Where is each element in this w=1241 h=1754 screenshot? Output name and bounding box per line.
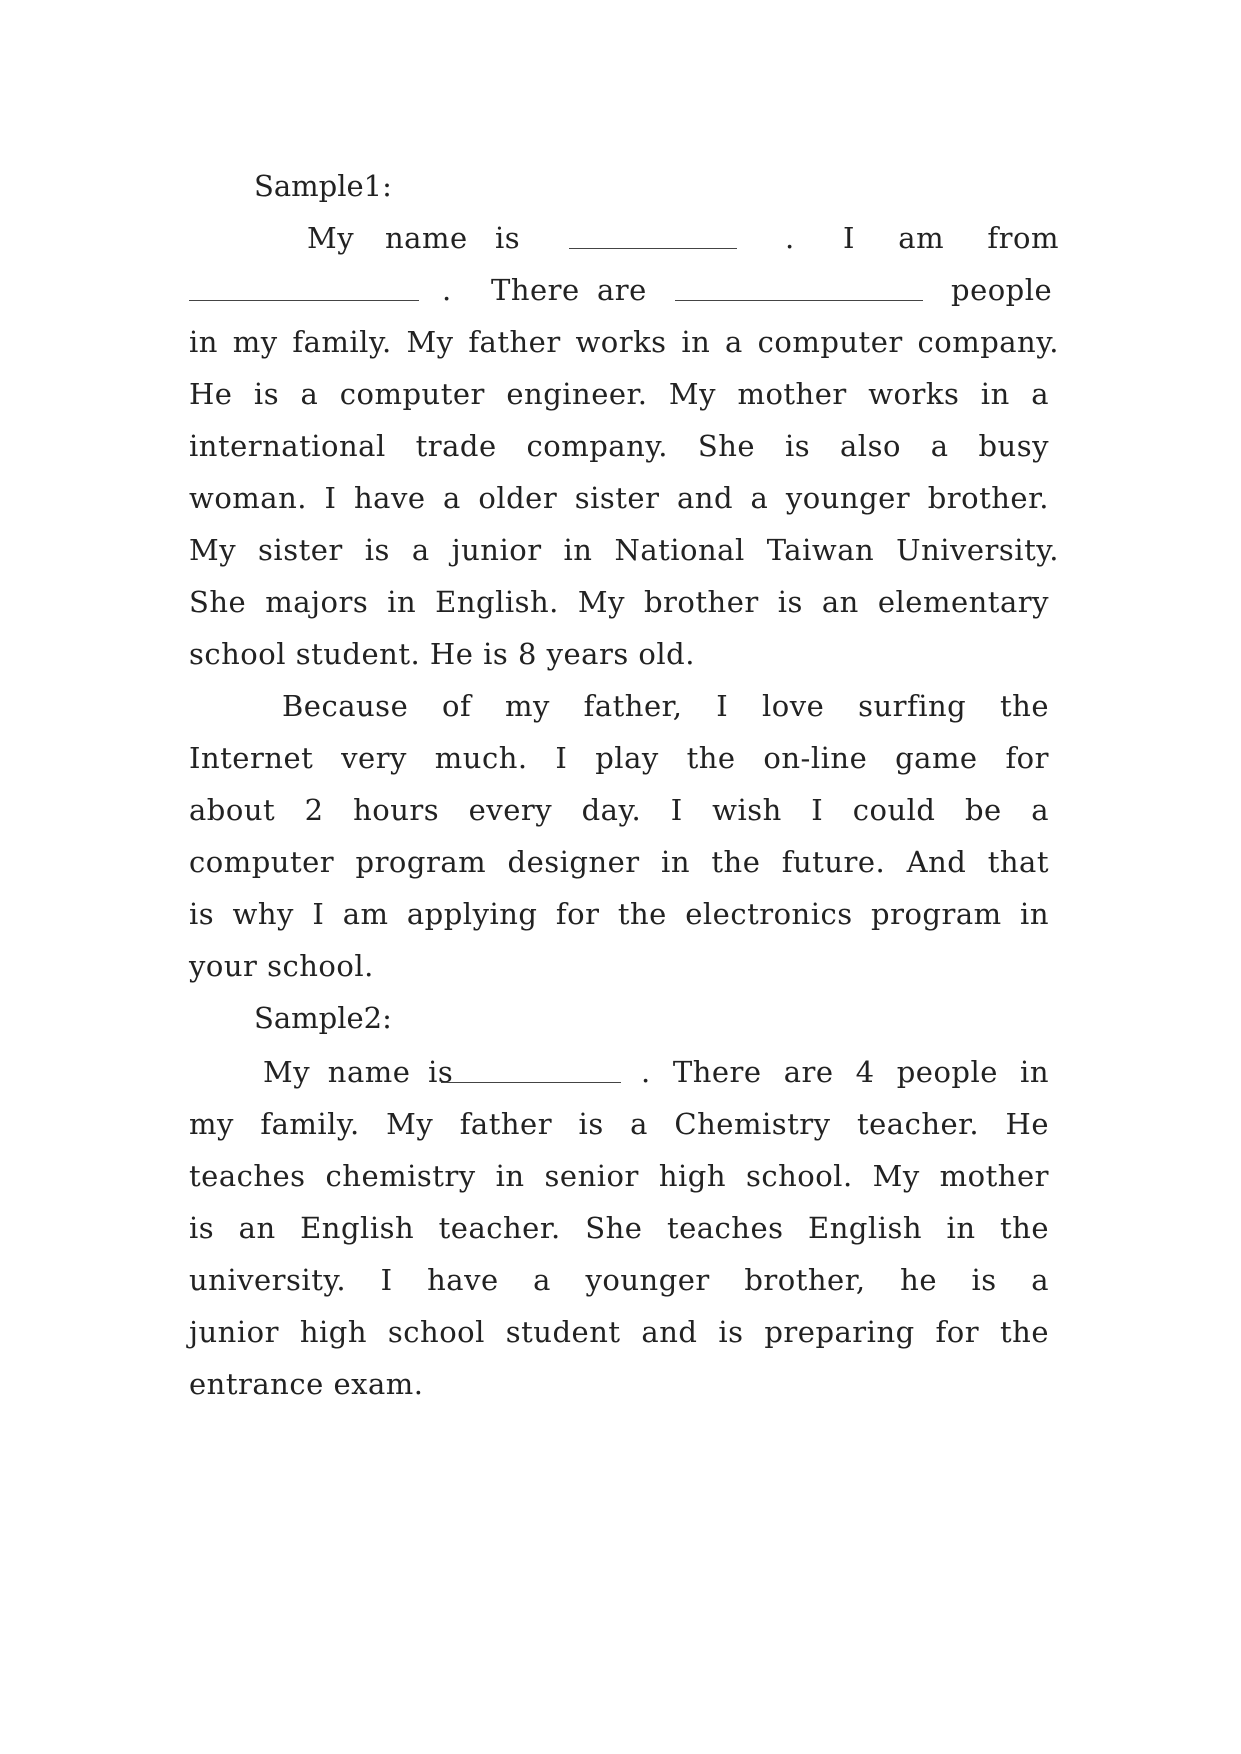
sample1-p2-line-1: Because of my father, I love surfing the — [282, 689, 1049, 723]
word-name: name — [385, 221, 468, 255]
sample1-line-3: in my family. My father works in a computer company. — [189, 325, 1059, 359]
sample2-line-3: teaches chemistry in senior high school. My mother — [189, 1159, 1049, 1193]
sample1-line-5: international trade company. She is also a busy — [189, 429, 1049, 463]
sample1-line-2 — [189, 270, 1059, 310]
phrase-there-are-4: . There are 4 people in — [641, 1055, 1049, 1089]
period-2: . — [442, 273, 452, 307]
sample1-line-8: She majors in English. My brother is an elementary — [189, 585, 1049, 619]
sample2-name-blank[interactable] — [441, 1056, 621, 1083]
sample1-line-6: woman. I have a older sister and a younger brother. — [189, 481, 1049, 515]
sample2-line-5: university. I have a younger brother, he is a — [189, 1263, 1049, 1297]
sample2-line-6: junior high school student and is preparing for the — [189, 1315, 1049, 1349]
phrase-my-name-is: My name is — [263, 1055, 454, 1089]
sample1-line-7: My sister is a junior in National Taiwan University. — [189, 533, 1059, 567]
sample1-p2-line-4: computer program designer in the future. And that — [189, 845, 1049, 879]
word-is: is — [495, 221, 521, 255]
sample1-line-9: school student. He is 8 years old. — [189, 637, 695, 671]
sample2-line-1 — [189, 1052, 1059, 1092]
phrase-i-am-from: I am from — [843, 221, 1059, 255]
sample2-line-2: my family. My father is a Chemistry teacher. He — [189, 1107, 1049, 1141]
period-1: . — [785, 221, 795, 255]
sample1-p2-line-5: is why I am applying for the electronics program in — [189, 897, 1049, 931]
people-count-blank[interactable] — [675, 274, 923, 301]
sample2-heading: Sample2: — [254, 1001, 392, 1035]
sample1-heading: Sample1: — [254, 169, 392, 203]
sample2-line-7: entrance exam. — [189, 1367, 424, 1401]
sample1-p2-line-6: your school. — [189, 949, 374, 983]
word-my: My — [307, 221, 355, 255]
hometown-blank[interactable] — [189, 274, 419, 301]
sample1-p2-line-2: Internet very much. I play the on-line game for — [189, 741, 1049, 775]
name-blank[interactable] — [569, 222, 737, 249]
sample1-p2-line-3: about 2 hours every day. I wish I could be a — [189, 793, 1049, 827]
sample2-line-4: is an English teacher. She teaches English in the — [189, 1211, 1049, 1245]
word-are: are — [597, 273, 647, 307]
sample1-line-1 — [189, 218, 1059, 258]
sample1-line-4: He is a computer engineer. My mother works in a — [189, 377, 1049, 411]
word-people: people — [951, 273, 1053, 307]
word-there: There — [491, 273, 580, 307]
